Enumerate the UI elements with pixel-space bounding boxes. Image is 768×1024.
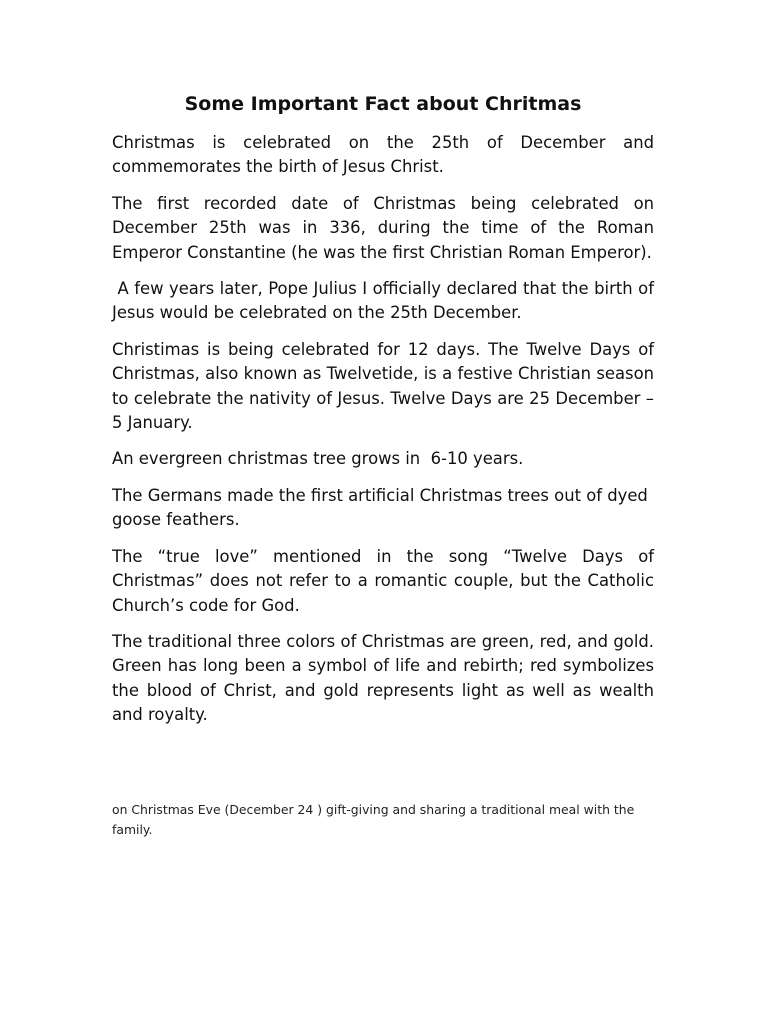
- document-title: Some Important Fact about Chritmas: [184, 93, 582, 115]
- paragraph-twelve-days: Christimas is being celebrated for 12 days. The Twelve Days of Christmas, also known as Twelvetide, is a festive Christian season to celebrate the nativity of Jesus. Twelve Days are 25 December – 5 January.: [112, 339, 660, 433]
- paragraph-evergreen-tree: An evergreen christmas tree grows in 6-10 years.: [112, 449, 524, 469]
- paragraph-pope-julius: A few years later, Pope Julius I officially declared that the birth of Jesus would be celebrated on the 25th December.: [112, 279, 660, 323]
- paragraph-true-love: The “true love” mentioned in the song “Twelve Days of Christmas” does not refer to a romantic couple, but the Catholic Church’s code for God.: [112, 546, 660, 615]
- paragraph-christmas-date: Christmas is celebrated on the 25th of December and commemorates the birth of Jesus Christ.: [112, 133, 660, 177]
- paragraph-first-recorded: The first recorded date of Christmas being celebrated on December 25th was in 336, during the time of the Roman Emperor Constantine (he was the first Christian Roman Emperor).: [112, 193, 660, 262]
- paragraph-three-colors: The traditional three colors of Christmas are green, red, and gold. Green has long been a symbol of life and rebirth; red symbolizes the blood of Christ, and gold represents light as well as wealth and royalty.: [112, 631, 660, 725]
- paragraph-goose-feathers: The Germans made the first artificial Christmas trees out of dyed goose feathers.: [112, 485, 654, 530]
- footnote-christmas-eve: on Christmas Eve (December 24 ) gift-giving and sharing a traditional meal with the family.: [112, 802, 635, 837]
- document-body: [112, 131, 660, 740]
